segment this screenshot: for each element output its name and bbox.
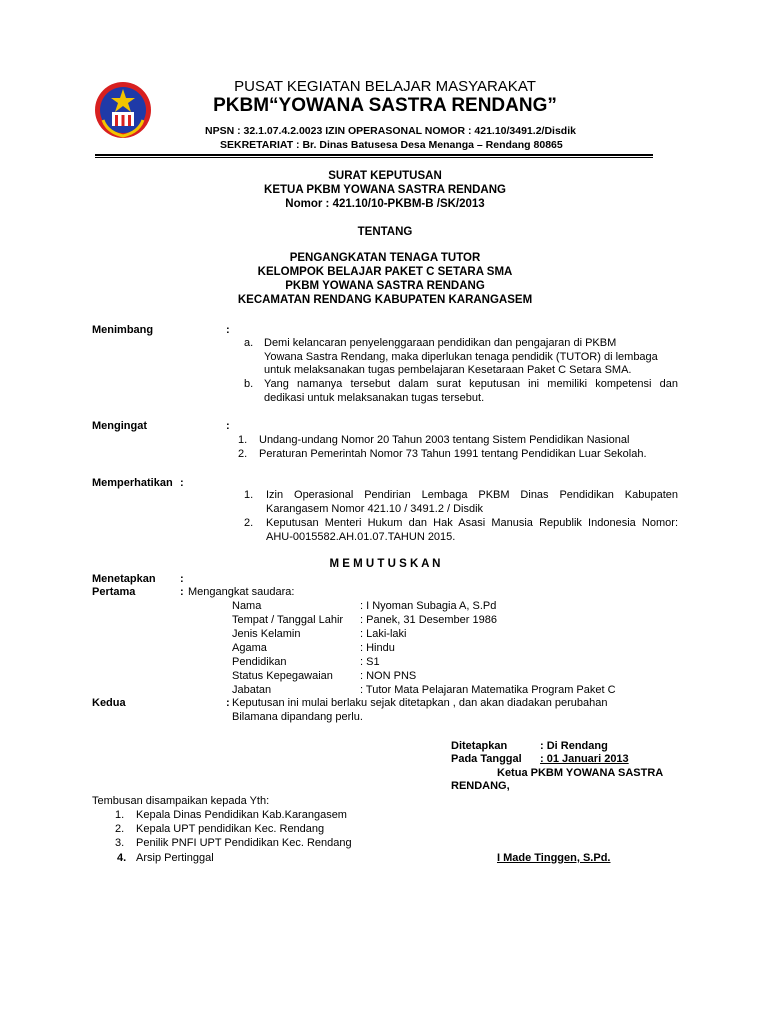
pertama-key-status: Status Kepegawaian	[232, 670, 333, 682]
header-npsn: NPSN : 32.1.07.4.2.0023 IZIN OPERASONAL NOMOR : 421.10/3491.2/Disdik	[205, 125, 576, 137]
header-rule-thick	[95, 154, 653, 156]
title-s4: KECAMATAN RENDANG KABUPATEN KARANGASEM	[237, 294, 533, 306]
pertama-key-nama: Nama	[232, 600, 262, 612]
mengingat-colon: :	[226, 420, 230, 432]
ditetapkan-label: Ditetapkan	[451, 740, 508, 752]
tembusan-title: Tembusan disampaikan kepada Yth:	[92, 795, 270, 807]
pertama-value-jk: : Laki-laki	[360, 628, 407, 640]
tanggal-label: Pada Tanggal	[451, 753, 522, 765]
ketua-line1: Ketua PKBM YOWANA SASTRA	[497, 767, 664, 779]
kedua-l2: Bilamana dipandang perlu.	[232, 711, 363, 723]
memperhatikan-1-l2: Karangasem Nomor 421.10 / 3491.2 / Disdik	[266, 503, 484, 515]
header-line2: PKBM“YOWANA SASTRA RENDANG”	[213, 95, 557, 116]
title-l2: KETUA PKBM YOWANA SASTRA RENDANG	[264, 184, 506, 196]
mengingat-2-text: Peraturan Pemerintah Nomor 73 Tahun 1991 tentang Pendidikan Luar Sekolah.	[259, 448, 647, 460]
mengingat-1-text: Undang-undang Nomor 20 Tahun 2003 tentang Sistem Pendidikan Nasional	[259, 434, 630, 446]
menimbang-a-l1: Demi kelancaran penyelenggaraan pendidikan dan pengajaran di PKBM	[264, 337, 617, 349]
pertama-label: Pertama	[92, 586, 136, 598]
header-line1: PUSAT KEGIATAN BELAJAR MASYARAKAT	[234, 78, 536, 95]
memperhatikan-colon: :	[180, 477, 184, 489]
pertama-colon: :	[180, 586, 184, 598]
pertama-value-jabatan: : Tutor Mata Pelajaran Matematika Program Paket C	[360, 684, 616, 696]
ketua-line2: RENDANG,	[451, 780, 510, 792]
pertama-value-ttl: : Panek, 31 Desember 1986	[360, 614, 497, 626]
pkbm-logo	[93, 80, 153, 140]
ditetapkan-value: : Di Rendang	[540, 740, 608, 752]
menetapkan-colon: :	[180, 573, 184, 585]
menimbang-b-num: b.	[244, 378, 254, 390]
memperhatikan-2-l1: Keputusan Menteri Hukum dan Hak Asasi Manusia Republik Indonesia Nomor:	[266, 517, 678, 529]
kedua-colon: :	[226, 697, 230, 709]
title-tentang: TENTANG	[357, 226, 413, 238]
pertama-key-jabatan: Jabatan	[232, 684, 272, 696]
header-rule-thin	[95, 157, 653, 158]
menetapkan-label: Menetapkan	[92, 573, 156, 585]
mengingat-label: Mengingat	[92, 420, 147, 432]
menimbang-b-l1: Yang namanya tersebut dalam surat keputusan ini memiliki kompetensi dan	[264, 378, 678, 390]
kedua-l1: Keputusan ini mulai berlaku sejak ditetapkan , dan akan diadakan perubahan	[232, 697, 608, 709]
menimbang-a-l3: untuk melaksanakan tugas pembelajaran Kesetaraan Paket C Setara SMA.	[264, 364, 632, 376]
memperhatikan-2-l2: AHU-0015582.AH.01.07.TAHUN 2015.	[266, 531, 456, 543]
memperhatikan-label: Memperhatikan	[92, 477, 173, 489]
tembusan-4-text: Arsip Pertinggal	[136, 852, 214, 864]
memperhatikan-2-num: 2.	[244, 517, 254, 529]
menimbang-label: Menimbang	[92, 324, 154, 336]
title-s3: PKBM YOWANA SASTRA RENDANG	[285, 280, 485, 292]
pertama-intro: Mengangkat saudara:	[188, 586, 295, 598]
menimbang-a-l2: Yowana Sastra Rendang, maka diperlukan tenaga pendidik (TUTOR) di lembaga	[264, 351, 658, 363]
menimbang-a-num: a.	[244, 337, 254, 349]
tembusan-3-text: Penilik PNFI UPT Pendidikan Kec. Rendang	[136, 837, 352, 849]
memutuskan-heading: M E M U T U S K A N	[329, 558, 441, 570]
title-l1: SURAT KEPUTUSAN	[328, 170, 442, 182]
tembusan-4-num: 4.	[117, 852, 127, 864]
header-sekretariat: SEKRETARIAT : Br. Dinas Batusesa Desa Menanga – Rendang 80865	[220, 139, 563, 151]
menimbang-colon: :	[226, 324, 230, 336]
tembusan-1-text: Kepala Dinas Pendidikan Kab.Karangasem	[136, 809, 347, 821]
pertama-key-agama: Agama	[232, 642, 267, 654]
pertama-value-agama: : Hindu	[360, 642, 395, 654]
pertama-value-status: : NON PNS	[360, 670, 417, 682]
tembusan-1-num: 1.	[115, 809, 125, 821]
pertama-key-ttl: Tempat / Tanggal Lahir	[232, 614, 344, 626]
pertama-value-nama: : I Nyoman Subagia A, S.Pd	[360, 600, 497, 612]
pertama-value-pendidikan: : S1	[360, 656, 380, 668]
title-s1: PENGANGKATAN TENAGA TUTOR	[289, 252, 481, 264]
tembusan-2-num: 2.	[115, 823, 125, 835]
tembusan-2-text: Kepala UPT pendidikan Kec. Rendang	[136, 823, 325, 835]
menimbang-b-l2: dedikasi untuk melaksanakan tugas tersebut.	[264, 392, 485, 404]
mengingat-2-num: 2.	[238, 448, 248, 460]
title-l3: Nomor : 421.10/10-PKBM-B /SK/2013	[285, 198, 485, 210]
mengingat-1-num: 1.	[238, 434, 248, 446]
pertama-key-pendidikan: Pendidikan	[232, 656, 287, 668]
tanggal-value: : 01 Januari 2013	[540, 753, 629, 765]
memperhatikan-1-num: 1.	[244, 489, 254, 501]
signatory-name: I Made Tinggen, S.Pd.	[497, 852, 611, 864]
memperhatikan-1-l1: Izin Operasional Pendirian Lembaga PKBM Dinas Pendidikan Kabupaten	[266, 489, 678, 501]
kedua-label: Kedua	[92, 697, 126, 709]
pertama-key-jk: Jenis Kelamin	[232, 628, 301, 640]
title-s2: KELOMPOK BELAJAR PAKET C SETARA SMA	[257, 266, 513, 278]
tembusan-3-num: 3.	[115, 837, 125, 849]
